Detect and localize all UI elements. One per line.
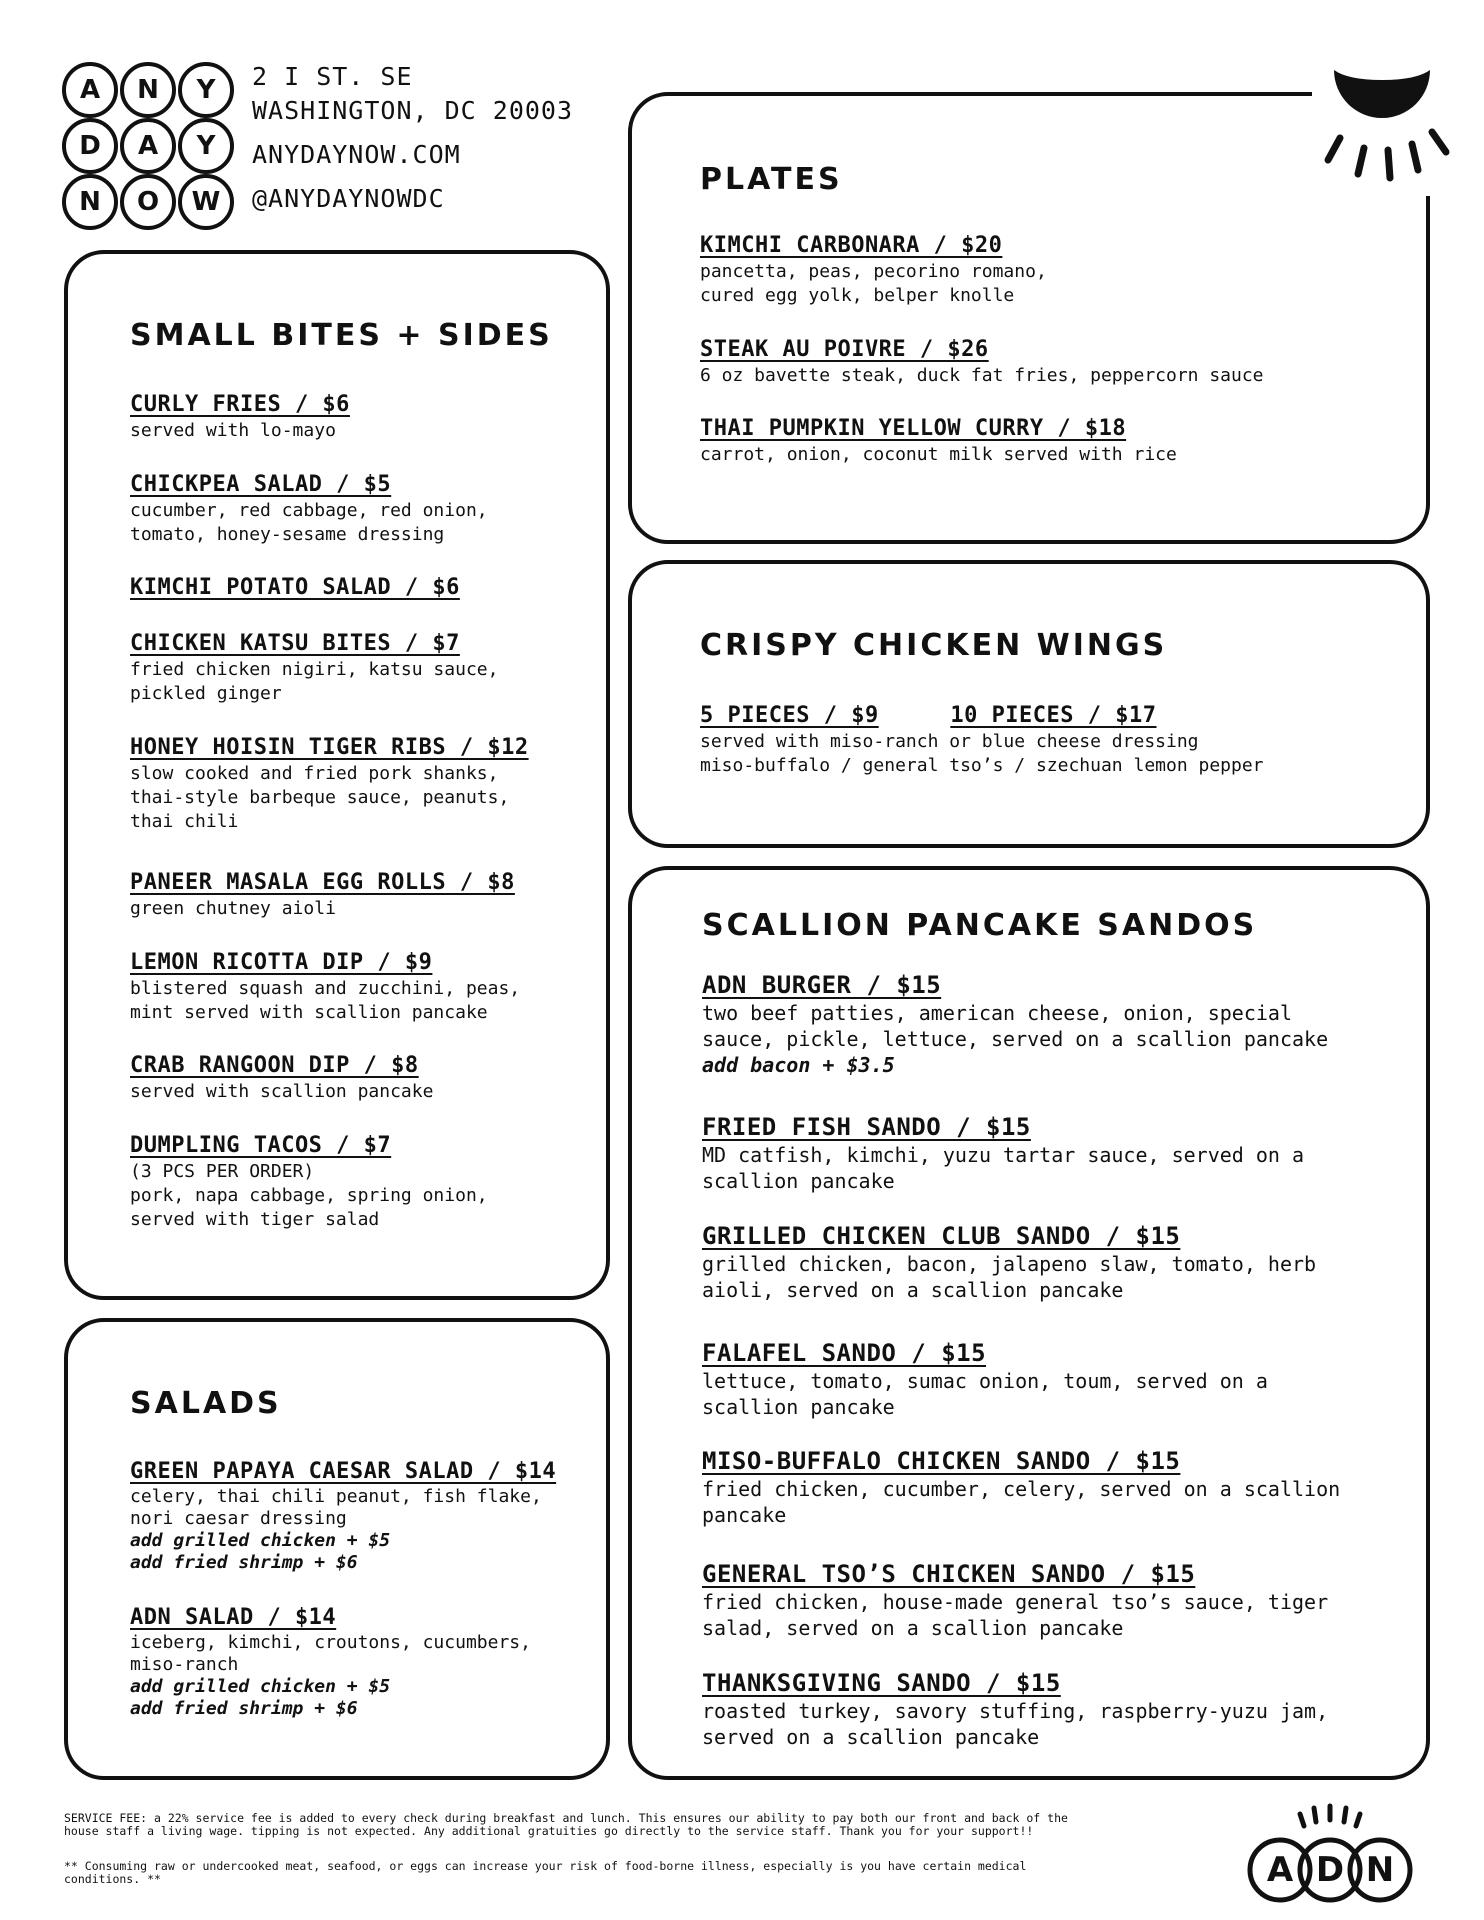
item-name: CRAB RANGOON DIP / $8 [130, 1053, 419, 1078]
item-desc: two beef patties, american cheese, onion, special sauce, pickle, lettuce, served on a scallion pancake [702, 1001, 1329, 1051]
item-name: ADN BURGER / $15 [702, 971, 942, 999]
section-title: SMALL BITES + SIDES [130, 318, 553, 353]
item-desc: fried chicken, cucumber, celery, served on a scallion pancake [702, 1477, 1341, 1527]
section-title: PLATES [700, 162, 843, 197]
item-add-on: add grilled chicken + $5 [130, 1530, 391, 1551]
food-safety-warning: ** Consuming raw or undercooked meat, seafood, or eggs can increase your risk of food-borne illness, especially is you have certain medical conditions. ** [64, 1859, 1027, 1886]
menu-item [702, 1221, 1316, 1303]
item-name: LEMON RICOTTA DIP / $9 [130, 950, 433, 975]
menu-item [700, 336, 1264, 388]
menu-item [702, 1338, 1268, 1420]
menu-item [130, 734, 529, 834]
item-name: DUMPLING TACOS / $7 [130, 1133, 392, 1158]
plates-panel [628, 92, 1430, 544]
logo-letter: A [62, 62, 118, 118]
address-line-2: WASHINGTON, DC 20003 [252, 96, 574, 125]
item-desc: green chutney aioli [130, 898, 336, 919]
menu-item [700, 702, 1264, 778]
item-desc: served with lo-mayo [130, 420, 336, 441]
item-name: CURLY FRIES / $6 [130, 392, 350, 417]
website-link[interactable]: ANYDAYNOW.COM [252, 140, 461, 169]
menu-item [130, 1604, 531, 1720]
item-name: KIMCHI POTATO SALAD / $6 [130, 575, 460, 600]
item-name: FALAFEL SANDO / $15 [702, 1339, 987, 1367]
sun-icon [1312, 56, 1452, 196]
badge-letter: N [1365, 1850, 1395, 1890]
menu-item [130, 574, 460, 602]
section-title: SALADS [130, 1386, 282, 1421]
menu-item [130, 1052, 433, 1104]
item-desc: fried chicken, house-made general tso’s sauce, tiger salad, served on a scallion pancake [702, 1590, 1329, 1640]
item-add-on: add fried shrimp + $6 [130, 1552, 358, 1573]
menu-item [700, 232, 1047, 308]
item-name: CHICKEN KATSU BITES / $7 [130, 631, 460, 656]
contact-block [252, 60, 573, 216]
item-desc: grilled chicken, bacon, jalapeno slaw, tomato, herb aioli, served on a scallion pancake [702, 1252, 1317, 1302]
menu-item [700, 415, 1177, 467]
item-desc: celery, thai chili peanut, fish flake, nori caesar dressing [130, 1486, 542, 1529]
item-name-ten-pieces: 10 PIECES / $17 [950, 703, 1157, 728]
logo-letter: N [120, 62, 176, 118]
item-desc: roasted turkey, savory stuffing, raspberry-yuzu jam, served on a scallion pancake [702, 1699, 1329, 1749]
item-name: GRILLED CHICKEN CLUB SANDO / $15 [702, 1222, 1181, 1250]
small-bites-panel [64, 250, 610, 1300]
item-desc: blistered squash and zucchini, peas, mint served with scallion pancake [130, 978, 521, 1023]
logo-letter: Y [178, 118, 234, 174]
menu-item [130, 630, 498, 706]
menu-item [130, 1132, 488, 1232]
item-name: MISO-BUFFALO CHICKEN SANDO / $15 [702, 1447, 1181, 1475]
logo-letter: Y [178, 62, 234, 118]
menu-item [130, 391, 350, 443]
item-add-on: add grilled chicken + $5 [130, 1676, 391, 1697]
logo-letter: A [120, 118, 176, 174]
logo-letter: W [178, 174, 234, 230]
item-name: STEAK AU POIVRE / $26 [700, 337, 989, 362]
item-desc: carrot, onion, coconut milk served with rice [700, 444, 1177, 465]
menu-item [702, 1112, 1304, 1194]
item-add-on: add fried shrimp + $6 [130, 1698, 358, 1719]
menu-item [130, 949, 520, 1025]
item-desc: fried chicken nigiri, katsu sauce, pickled ginger [130, 659, 499, 704]
badge-letter: A [1266, 1850, 1294, 1890]
item-name: THANKSGIVING SANDO / $15 [702, 1669, 1061, 1697]
address-line-1: 2 I ST. SE [252, 62, 413, 91]
menu-item [130, 1458, 556, 1574]
item-name: FRIED FISH SANDO / $15 [702, 1113, 1031, 1141]
sandos-panel [628, 866, 1430, 1780]
section-title: CRISPY CHICKEN WINGS [700, 628, 1168, 663]
item-desc: served with miso-ranch or blue cheese dressing miso-buffalo / general tso’s / szechuan lemon pepper [700, 731, 1264, 776]
logo-letter: O [120, 174, 176, 230]
menu-item [130, 471, 488, 547]
item-desc: cucumber, red cabbage, red onion, tomato, honey-sesame dressing [130, 500, 488, 545]
any-day-now-logo [62, 62, 230, 230]
logo-letter: D [62, 118, 118, 174]
menu-item [130, 869, 515, 921]
item-add-on: add bacon + $3.5 [702, 1053, 895, 1077]
menu-item [702, 1559, 1328, 1641]
item-desc: served with scallion pancake [130, 1081, 434, 1102]
badge-letter: D [1315, 1850, 1345, 1890]
item-name: THAI PUMPKIN YELLOW CURRY / $18 [700, 416, 1127, 441]
item-name: CHICKPEA SALAD / $5 [130, 472, 392, 497]
menu-item [702, 1446, 1340, 1528]
section-title: SCALLION PANCAKE SANDOS [702, 908, 1258, 943]
item-desc: 6 oz bavette steak, duck fat fries, peppercorn sauce [700, 365, 1264, 386]
item-name: PANEER MASALA EGG ROLLS / $8 [130, 870, 515, 895]
item-name: KIMCHI CARBONARA / $20 [700, 233, 1003, 258]
salads-panel [64, 1318, 610, 1780]
item-name: GENERAL TSO’S CHICKEN SANDO / $15 [702, 1560, 1196, 1588]
logo-letter: N [62, 174, 118, 230]
menu-item [702, 1668, 1328, 1750]
item-name-five-pieces: 5 PIECES / $9 [700, 703, 879, 728]
item-desc: lettuce, tomato, sumac onion, toum, served on a scallion pancake [702, 1369, 1268, 1419]
item-name: ADN SALAD / $14 [130, 1605, 337, 1630]
social-handle[interactable]: @ANYDAYNOWDC [252, 184, 445, 213]
item-name: GREEN PAPAYA CAESAR SALAD / $14 [130, 1459, 557, 1484]
service-fee-note: SERVICE FEE: a 22% service fee is added to every check during breakfast and lunch. This ensures our ability to pay both our front and back of the house staff a living wage. tipping is not expected. Any additional gratuities go directly to the service staff. Thank you for your support!! [64, 1811, 1068, 1838]
item-desc: MD catfish, kimchi, yuzu tartar sauce, served on a scallion pancake [702, 1143, 1305, 1193]
item-name: HONEY HOISIN TIGER RIBS / $12 [130, 735, 529, 760]
wings-panel [628, 560, 1430, 848]
item-desc: pancetta, peas, pecorino romano, cured egg yolk, belper knolle [700, 261, 1047, 306]
item-desc: iceberg, kimchi, croutons, cucumbers, miso-ranch [130, 1632, 531, 1675]
menu-item [702, 970, 1328, 1078]
item-desc: slow cooked and fried pork shanks, thai-style barbeque sauce, peanuts, thai chili [130, 763, 510, 832]
item-desc: (3 PCS PER ORDER) pork, napa cabbage, spring onion, served with tiger salad [130, 1161, 488, 1230]
